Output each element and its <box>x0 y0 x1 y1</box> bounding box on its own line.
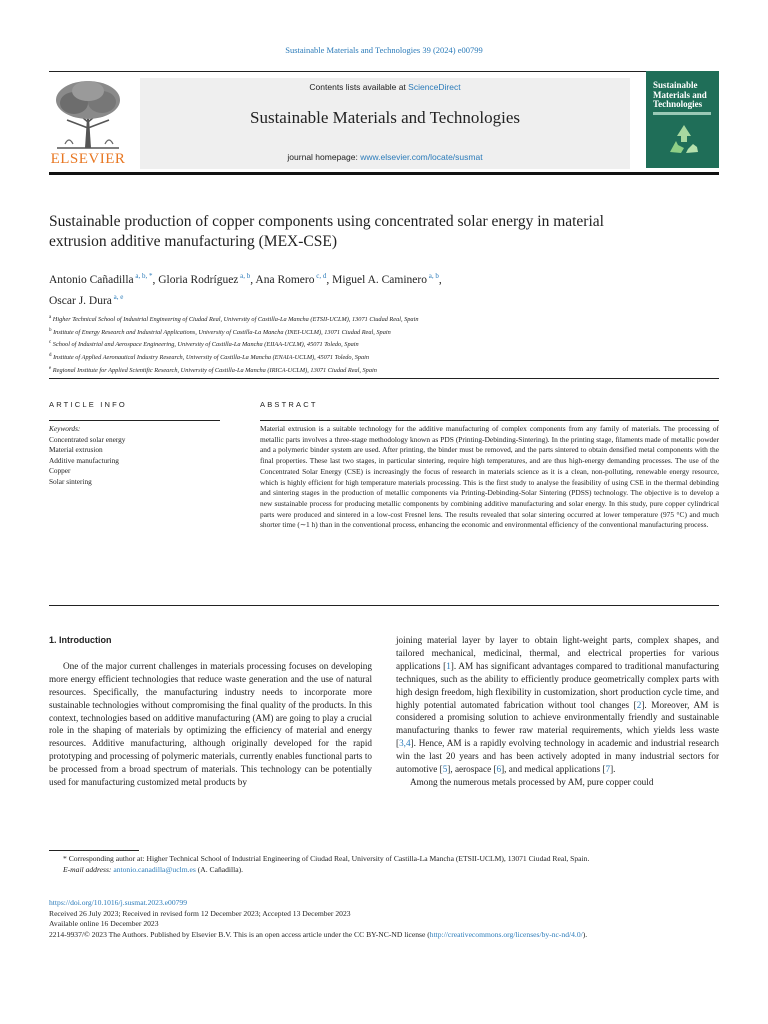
footnote-divider <box>49 850 139 851</box>
reference-link[interactable]: 1 <box>446 660 451 671</box>
affiliation <box>49 364 689 377</box>
journal-cover[interactable] <box>646 71 719 168</box>
email-label: E-mail address: <box>63 865 114 875</box>
reference-link[interactable]: 6 <box>496 764 502 775</box>
doi-link[interactable]: https://doi.org/10.1016/j.susmat.2023.e00799 <box>49 898 188 907</box>
tree-icon <box>49 78 127 150</box>
publisher-name: ELSEVIER <box>50 151 126 167</box>
paragraph <box>396 634 719 776</box>
author-name[interactable]: Ana Romero <box>255 273 315 286</box>
journal-title: Sustainable Materials and Technologies <box>250 108 520 127</box>
keywords-label: Keywords: <box>49 424 81 433</box>
license-line <box>49 930 719 941</box>
affiliation-text: Institute of Applied Aeronautical Industry Research, University of Castilla-La Mancha (ENAIA-UCLM), 45071 Toledo, Spain <box>51 354 370 362</box>
affiliation-text: School of Industrial and Aerospace Engineering, University of Castilla-La Mancha (EIIAA-UCLM), 45071 Toledo, Spain <box>51 341 359 349</box>
author-separator: , <box>152 273 159 286</box>
paragraph-text: ]. Moreover, AM is considered a promising solution to achieve environmentally friendly and sustainable manufacturing thanks to fewer raw material requirements, which yields less waste [ <box>396 699 720 749</box>
keywords-list <box>49 435 220 488</box>
publication-info <box>49 898 719 941</box>
affiliation <box>49 313 689 326</box>
author-name[interactable]: Antonio Cañadilla <box>49 273 134 286</box>
reference-link[interactable]: 7 <box>605 764 611 775</box>
abstract-divider <box>260 420 719 421</box>
article-info-divider <box>49 420 220 421</box>
affiliation <box>49 338 689 351</box>
affiliation-text: Regional Institute for Applied Scientific Research, University of Castilla-La Mancha (IRICA-UCLM), 13071 Ciudad Real, Spain <box>51 366 377 374</box>
received-dates: Received 26 July 2023; Received in revised form 12 December 2023; Accepted 13 December 2023 <box>49 908 351 918</box>
license-prefix: 2214-9937/© 2023 The Authors. Published by Elsevier B.V. This is an open access article under the CC BY-NC-ND license ( <box>49 930 430 940</box>
affiliation-key: e <box>49 365 52 371</box>
author-separator: , <box>250 273 256 286</box>
divider <box>49 605 719 606</box>
section-heading: 1. Introduction <box>49 635 112 645</box>
paragraph-text: ], aerospace [ <box>447 764 497 775</box>
keyword: Concentrated solar energy <box>49 434 126 444</box>
author-separator: , <box>326 273 333 286</box>
corresponding-author-note: * Corresponding author at: Higher Technical School of Industrial Engineering of Ciudad Real, University of Castilla-La Mancha (ETSII-UCLM), 13071 Ciudad Real, Spain. <box>63 854 590 863</box>
affiliation-text: Higher Technical School of Industrial Engineering of Ciudad Real, University of Castilla-La Mancha (ETSII-UCLM), 13071 Ciudad Real, Spain <box>51 316 419 324</box>
affiliation-key: c <box>49 340 52 346</box>
paragraph-text: joining material layer by layer to obtain light-weight parts, complex shapes, and tailored mechanical, medicinal, thermal, and electrical properties for various applications [ <box>396 635 719 671</box>
author-name[interactable]: Miguel A. Caminero <box>332 273 427 286</box>
author-affiliation-marker[interactable]: a, b <box>238 272 251 280</box>
reference-link[interactable]: 3,4 <box>399 738 411 749</box>
author-list <box>49 268 689 310</box>
reference-link[interactable]: 5 <box>442 764 448 775</box>
contents-prefix: Contents lists available at <box>309 82 409 92</box>
keyword: Solar sintering <box>49 476 92 486</box>
journal-banner <box>140 78 630 169</box>
abstract-text: Material extrusion is a suitable technology for the additive manufacturing of complex components from any family of materials. The processing of metallic parts involves a three-stage methodology known as PDS (Printing-Debinding-Sintering). In the printing stage, filaments made of metallic powder and a polymeric binder system are used. After printing, the binder must be removed, and the parts sintered to obtain densified metal components with the final properties. These last two stages, in particular sintering, require high temperatures, and are thus high-energy demanding processes. The use of the Concentrated Solar Energy (CSE) is increasingly the focus of research in materials science as it is a clean, non-polluting, renewable energy resource, which is highly efficient for high temperature materials processing. This is the first study to analyse the feasibility of using CSE in the thermal debinding and sintering stages in the production of metallic components via Printing-Debinding-Solar Sintering (PDSS) technology. The objective is to develop a new sustainable process for producing metallic components by combining additive manufacturing and solar energy. In this study, pure copper cylindrical parts were produced and sintered in a low-cost Fresnel lens. The results revealed that solar sintering occurred at lower temperature (975 °C) and much shorter time (∼1 h) than in the conventional process, enhancing the economic and environmental efficiency of the conventional manufacturing process. <box>260 424 719 530</box>
paragraph-text: ]. Hence, AM is a rapidly evolving technology in academic and industrial research win the last 20 years and has been actively adopted in many industrial sectors for automotive [ <box>396 738 719 775</box>
keyword: Additive manufacturing <box>49 455 119 465</box>
paragraph: Among the numerous metals processed by AM, pure copper could <box>410 776 654 787</box>
abstract-heading: ABSTRACT <box>260 400 318 409</box>
sciencedirect-link[interactable]: ScienceDirect <box>408 82 461 92</box>
affiliation <box>49 326 689 339</box>
cover-title: Sustainable Materials and Technologies <box>653 80 707 109</box>
top-divider <box>49 71 719 72</box>
elsevier-logo[interactable] <box>49 78 127 168</box>
reference-link[interactable]: 2 <box>636 699 642 710</box>
author-affiliation-marker[interactable]: a, e <box>111 292 124 301</box>
keyword: Material extrusion <box>49 445 103 454</box>
email-link[interactable]: antonio.canadilla@uclm.es <box>113 865 196 875</box>
article-info-heading: ARTICLE INFO <box>49 400 127 409</box>
body-column-left <box>49 634 372 789</box>
cover-subtitle-bar <box>653 112 711 115</box>
author-separator: , <box>438 273 442 286</box>
affiliation-key: a <box>49 315 52 320</box>
affiliation-text: Institute of Energy Research and Industrial Applications, University of Castilla-La Mancha (INEI-UCLM), 13071 Ciudad Real, Spain <box>51 328 391 336</box>
email-line <box>49 864 719 875</box>
license-link[interactable]: http://creativecommons.org/licenses/by-nc-nd/4.0/ <box>429 930 583 940</box>
affiliation-list <box>49 313 689 376</box>
affiliation-key: b <box>49 327 52 333</box>
body-column-right <box>396 634 719 789</box>
license-suffix: ). <box>582 930 588 940</box>
journal-reference[interactable]: Sustainable Materials and Technologies 39 (2024) e00799 <box>285 45 483 55</box>
affiliation <box>49 351 689 364</box>
divider <box>49 378 719 379</box>
paragraph-text: ]. <box>610 764 616 775</box>
homepage-line <box>140 152 630 162</box>
keywords-block <box>49 424 220 487</box>
keyword: Copper <box>49 466 71 475</box>
author-name[interactable]: Oscar J. Dura <box>49 294 112 307</box>
recycle-icon <box>666 122 702 158</box>
contents-line <box>140 82 630 92</box>
footnote <box>49 853 719 875</box>
homepage-prefix: journal homepage: <box>287 152 361 162</box>
author-affiliation-marker[interactable]: c, d <box>314 272 327 280</box>
email-suffix: (A. Cañadilla). <box>195 865 244 875</box>
header-thick-divider <box>49 172 719 175</box>
author-affiliation-marker[interactable]: a, b, * <box>133 272 153 280</box>
homepage-link[interactable]: www.elsevier.com/locate/susmat <box>360 152 483 162</box>
online-date: Available online 16 December 2023 <box>49 919 159 929</box>
affiliation-key: d <box>49 353 52 359</box>
paragraph-text: ], and medical applications [ <box>501 764 606 775</box>
article-title: Sustainable production of copper components using concentrated solar energy in material extrusion additive manufacturing (MEX-CSE) <box>49 213 604 250</box>
paragraph: One of the major current challenges in materials processing focuses on developing more energy efficient technologies that reduce waste generation and the use of natural resources. Specifically, the manufacturing industry needs to incorporate more sustainable technologies without compromising the final quality of the products. In this context, technologies based on additive manufacturing (AM) are going to play a crucial role in the shaping of materials by optimizing the efficiency of material and energy resources. Additive manufacturing, although originally developed for the rapid prototyping and processing of polymeric materials, currently enables functional parts to be processed from a broad spectrum of materials. This technology can be potentially used for manufacturing customized metal products by <box>49 660 372 788</box>
author-affiliation-marker[interactable]: a, b <box>426 272 439 280</box>
author-name[interactable]: Gloria Rodríguez <box>158 273 239 286</box>
paragraph-text: ]. AM has significant advantages compared to traditional manufacturing techniques, such as the ability to efficiently produce geometrically complex parts with high design freedom, high flexibility in customization, short production cycle time, and highly potential automated fabrication without tool changes [ <box>396 660 719 710</box>
